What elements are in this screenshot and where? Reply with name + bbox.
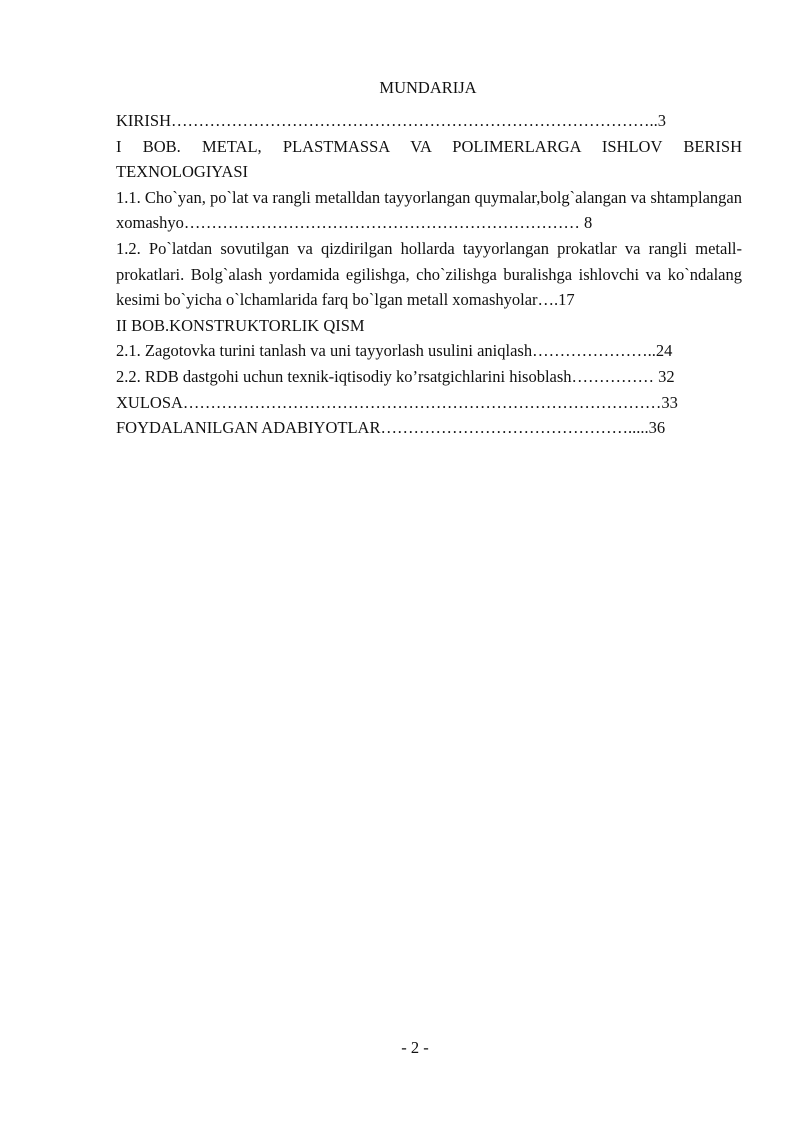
toc-entry-section-1-2: 1.2. Po`latdan sovutilgan va qizdirilgan hollarda tayyorlangan prokatlar va rangli metall-prokatlari. Bolg`alash yordamida egilishga, cho`zilishga buralishga ishlovchi va ko`ndalang kesimi bo`yicha o`lchamlarida farq bo`lgan metall xomashyolar….17: [116, 238, 742, 310]
page-number: - 2 -: [401, 1038, 429, 1057]
toc-entry-section-2-2: 2.2. RDB dastgohi uchun texnik-iqtisodiy ko’rsatgichlarini hisoblash…………… 32: [116, 366, 675, 386]
toc-entry-chapter-1: I BOB. METAL, PLASTMASSA VA POLIMERLARGA ISHLOV BERISH TEXNOLOGIYASI: [116, 136, 742, 182]
table-of-contents: [116, 108, 742, 441]
toc-entry-xulosa: XULOSA……………………………………………………………………………33: [116, 392, 678, 412]
toc-entry-adabiyotlar: FOYDALANILGAN ADABIYOTLAR……………………………………….....36: [116, 418, 666, 438]
toc-entry-section-1-1: 1.1. Cho`yan, po`lat va rangli metalldan tayyorlangan quymalar,bolg`alangan va shtamplangan xomashyo……………………………………………………………… 8: [116, 187, 742, 233]
toc-entry-kirish: KIRISH……………………………………………………………………………..3: [116, 111, 667, 130]
toc-entry-section-2-1: 2.1. Zagotovka turini tanlash va uni tayyorlash usulini aniqlash…………………..24: [116, 341, 673, 361]
page-title: MUNDARIJA: [379, 78, 477, 97]
toc-entry-chapter-2: II BOB.KONSTRUKTORLIK QISM: [116, 315, 365, 335]
